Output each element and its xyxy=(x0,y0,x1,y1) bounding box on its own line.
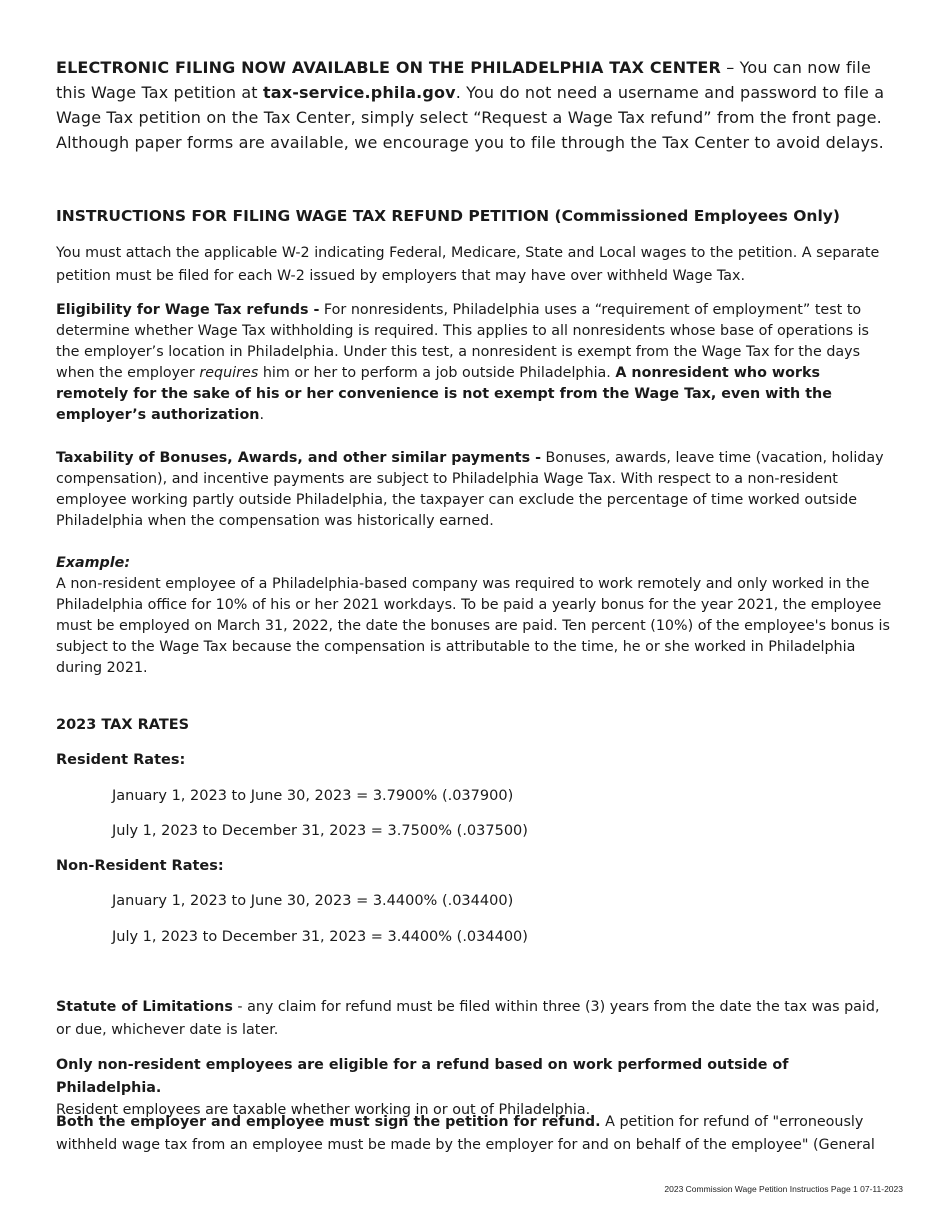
resident-rates-heading: Resident Rates: xyxy=(56,752,186,768)
eligibility-italic: requires xyxy=(199,365,259,381)
page-footer: 2023 Commission Wage Petition Instructios Page 1 07-11-2023 xyxy=(664,1184,903,1194)
statute-text: - any claim for refund must be filed within three (3) years from the date the tax was paid, or due, whichever date is later. xyxy=(56,999,880,1038)
nonresident-rates-heading: Non-Resident Rates: xyxy=(56,858,224,874)
nonresident-rate-h1: January 1, 2023 to June 30, 2023 = 3.4400% (.034400) xyxy=(112,893,514,909)
taxability-paragraph xyxy=(56,448,896,532)
example-section xyxy=(56,553,896,679)
electronic-filing-notice xyxy=(56,55,896,155)
eligibility-paragraph xyxy=(56,300,896,426)
nonresident-rate-h2: July 1, 2023 to December 31, 2023 = 3.4400% (.034400) xyxy=(112,929,528,945)
eligibility-remote-note: A nonresident who works remotely for the sake of his or her convenience is not exempt from the Wage Tax, even with the employer’s authorization xyxy=(56,365,832,423)
nonresident-eligibility-bold: Only non-resident employees are eligible for a refund based on work performed outside of Philadelphia. xyxy=(56,1057,789,1096)
instructions-heading: INSTRUCTIONS FOR FILING WAGE TAX REFUND PETITION (Commissioned Employees Only) xyxy=(56,207,840,225)
signatures-text: A petition for refund of "erroneously withheld wage tax from an employee must be made by the employer for and on behalf of the employee" (General xyxy=(56,1114,875,1153)
eligibility-text-1: For nonresidents, Philadelphia uses a “requirement of employment” test to determine whether Wage Tax withholding is required. This applies to all nonresidents whose base of operations is the employer’s location in Philadelphia. Under this test, a nonresident is exempt from the Wage Tax for the days when the employer xyxy=(56,302,869,381)
eligibility-label: Eligibility for Wage Tax refunds - xyxy=(56,302,320,318)
electronic-filing-text-1: – You can now file this Wage Tax petition at xyxy=(56,58,871,102)
signatures-paragraph xyxy=(56,1111,896,1156)
tax-rates-heading: 2023 TAX RATES xyxy=(56,717,190,733)
statute-paragraph xyxy=(56,996,896,1041)
taxability-text: Bonuses, awards, leave time (vacation, holiday compensation), and incentive payments are subject to Philadelphia Wage Tax. With respect to a non-resident employee working partly outside Philadelphia, the taxpayer can exclude the percentage of time worked outside Philadelphia when the compensation was historically earned. xyxy=(56,450,884,529)
electronic-filing-text-2: . You do not need a username and password to file a Wage Tax petition on the Tax Center, simply select “Request a Wage Tax refund” from the front page. Although paper forms are available, we encourage you to file through the Tax Center to avoid delays. xyxy=(56,83,885,152)
nonresident-eligibility-text: Resident employees are taxable whether working in or out of Philadelphia. xyxy=(56,1102,591,1118)
eligibility-period: . xyxy=(259,407,264,423)
resident-rate-h2: July 1, 2023 to December 31, 2023 = 3.7500% (.037500) xyxy=(112,823,528,839)
attach-w2-paragraph: You must attach the applicable W-2 indicating Federal, Medicare, State and Local wages to the petition. A separate petition must be filed for each W-2 issued by employers that may have over withheld Wage Tax. xyxy=(56,245,880,284)
example-text: A non-resident employee of a Philadelphia-based company was required to work remotely and only worked in the Philadelphia office for 10% of his or her 2021 workdays. To be paid a yearly bonus for the year 2021, the employee must be employed on March 31, 2022, the date the bonuses are paid. Ten percent (10%) of the employee's bonus is subject to the Wage Tax because the compensation is attributable to the time, he or she worked in Philadelphia during 2021. xyxy=(56,576,890,676)
statute-label: Statute of Limitations xyxy=(56,999,233,1015)
resident-rate-h1: January 1, 2023 to June 30, 2023 = 3.7900% (.037900) xyxy=(112,788,514,804)
example-label: Example: xyxy=(56,555,131,571)
tax-center-link[interactable]: tax-service.phila.gov xyxy=(262,83,456,102)
eligibility-text-2: him or her to perform a job outside Philadelphia. xyxy=(258,365,616,381)
signatures-bold: Both the employer and employee must sign the petition for refund. xyxy=(56,1114,601,1130)
electronic-filing-heading: ELECTRONIC FILING NOW AVAILABLE ON THE PHILADELPHIA TAX CENTER xyxy=(56,58,721,77)
taxability-label: Taxability of Bonuses, Awards, and other similar payments - xyxy=(56,450,542,466)
